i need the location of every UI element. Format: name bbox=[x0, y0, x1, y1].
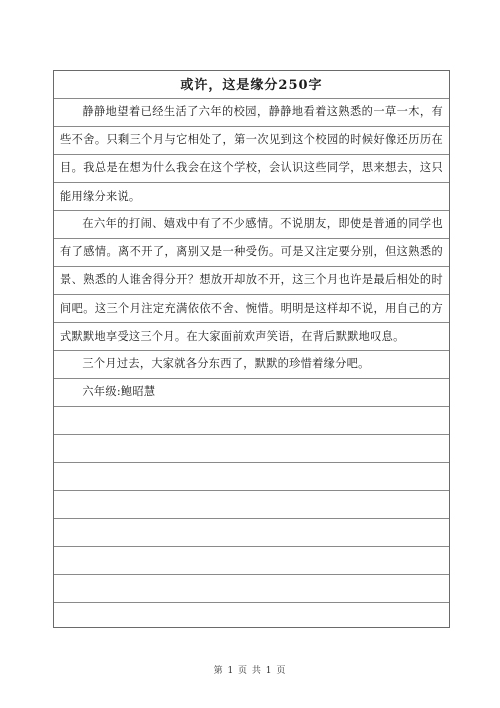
essay-paragraph-2: 在六年的打闹、嬉戏中有了不少感情。不说朋友，即使是普通的同学也有了感情。离不开了，离别又是一种受伤。可是又注定要分别，但这熟悉的景、熟悉的人谁舍得分开？想放开却放不开，这三个月也许是最后相处的时间吧。这三个月注定充满依依不舍、惋惜。明明是这样却不说，用自己的方式默默地享受这三个月。在大家面前欢声笑语，在背后默默地叹息。 bbox=[60, 217, 443, 343]
rule-line bbox=[54, 434, 449, 435]
page-number: 第 1 页 共 1 页 bbox=[213, 666, 287, 676]
essay-title: 或许，这是缘分250字 bbox=[180, 78, 323, 93]
author-signature: 六年级:鲍昭慧 bbox=[82, 385, 156, 398]
rule-line bbox=[54, 546, 449, 547]
essay-paragraph-1: 静静地望着已经生活了六年的校园，静静地看着这熟悉的一草一木，有些不舍。只剩三个月与它相处了，第一次见到这个校园的时候好像还历历在目。我总是在想为什么我会在这个学校，会认识这些同学，思来想去，这只能用缘分来说。 bbox=[60, 105, 443, 203]
rule-line bbox=[54, 602, 449, 603]
essay-paragraph-3: 三个月过去，大家就各分东西了，默默的珍惜着缘分吧。 bbox=[82, 357, 370, 370]
rule-line bbox=[54, 518, 449, 519]
rule-line bbox=[54, 462, 449, 463]
rule-line bbox=[54, 574, 449, 575]
rule-line bbox=[54, 490, 449, 491]
lined-paper bbox=[53, 70, 450, 628]
